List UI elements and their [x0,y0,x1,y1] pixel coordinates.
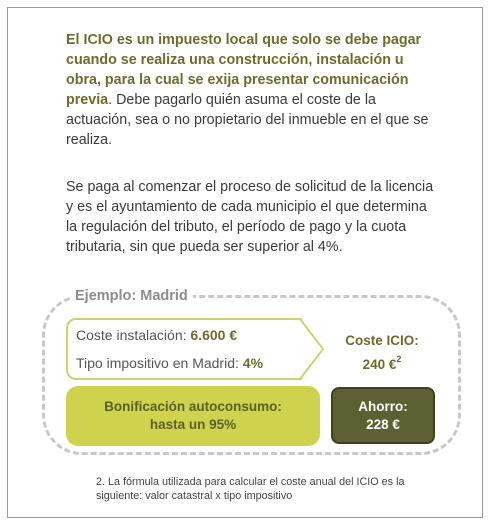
example-title: Ejemplo: Madrid [70,287,193,305]
cost-value: 6.600 € [190,327,238,343]
rate-label: Tipo impositivo en Madrid: [76,355,243,371]
bonus-box [66,386,320,446]
calculation-arrow [300,318,324,380]
cost-line [76,326,237,344]
second-paragraph: Se paga al comenzar el proceso de solicitud de la licencia y es el ayuntamiento de cada municipio el que determina la regulación del tributo, el período de pago y la cuota tributaria, sin que pueda ser superior al 4%. [66,179,434,255]
intro-highlight: El ICIO es un impuesto local que solo se debe pagar cuando se realiza una construcción, instalación u obra, para la cual se exija presentar comunicación previa [66,32,422,108]
cost-label: Coste instalación: [76,327,191,343]
icio-cost-label: Coste ICIO: [345,333,419,348]
savings-label: Ahorro: [358,398,408,414]
footnote: 2. La fórmula utilizada para calcular el coste anual del ICIO es la siguiente: valor catastral x tipo impositivo [96,476,405,502]
rate-value: 4% [242,355,264,371]
bonus-line-1: Bonificación autoconsumo: [104,399,282,414]
rate-line [76,354,263,372]
savings-value: 228 € [366,416,400,432]
icio-cost [330,332,434,374]
icio-cost-value: 240 € [362,357,397,372]
bonus-line-2: hasta un 95% [149,417,237,432]
intro-rest: . Debe pagarlo quién asuma el coste de la actuación, sea o no propietario del inmueble en el que se realiza. [66,92,429,148]
icio-footnote-mark: 2 [396,354,402,364]
intro-paragraph [66,30,436,150]
savings-box [331,387,435,444]
icio-cost-value-line [330,350,434,374]
